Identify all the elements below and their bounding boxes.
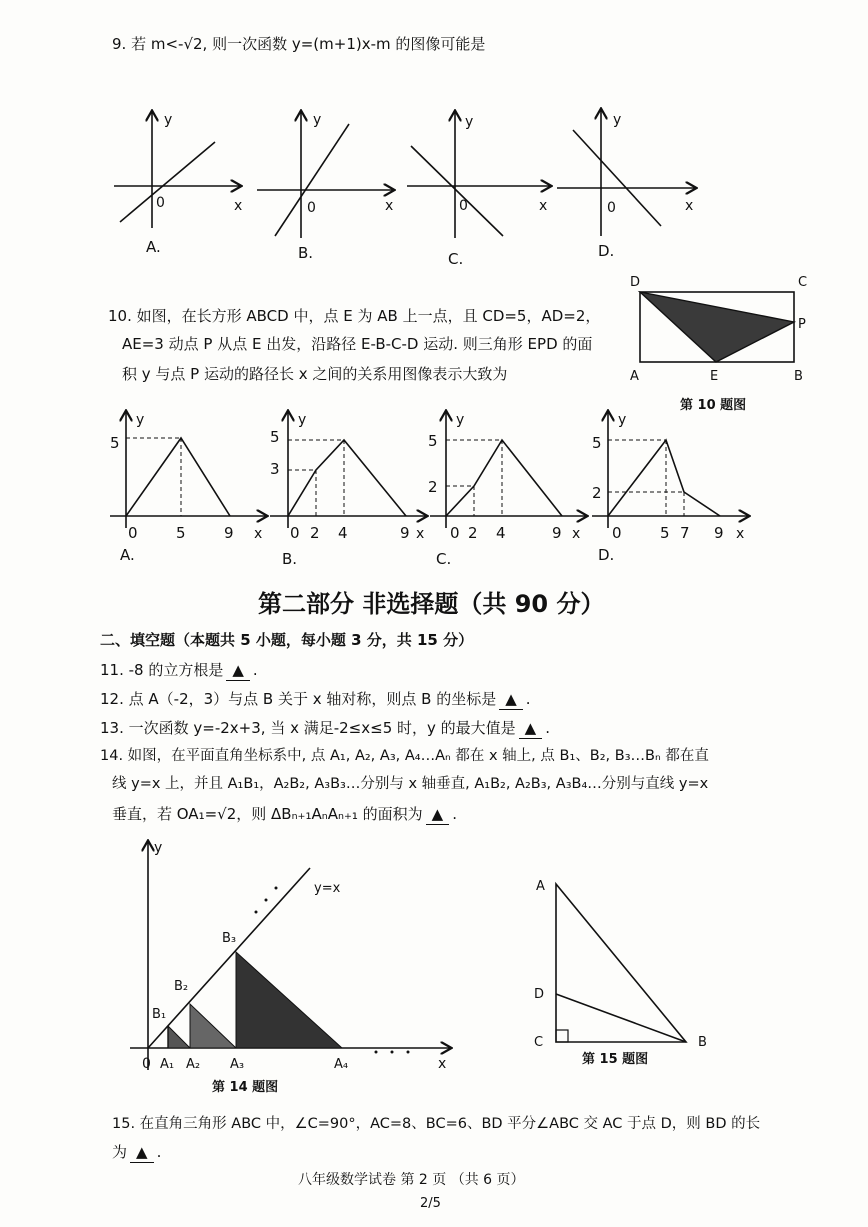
q13-tail: . (545, 719, 550, 737)
svg-text:x: x (416, 526, 425, 542)
q15-line1: 15. 在直角三角形 ABC 中，∠C=90°，AC=8、BC=6、BD 平分∠ABC 交 AC 于点 D，则 BD 的长 (112, 1116, 761, 1132)
svg-text:P: P (798, 317, 806, 332)
part2-heading: 第二部分 非选择题（共 90 分） (258, 590, 605, 618)
svg-text:C: C (534, 1035, 544, 1050)
svg-text:2: 2 (310, 524, 320, 542)
svg-text:0: 0 (607, 200, 616, 216)
section2-heading: 二、填空题（本题共 5 小题，每小题 3 分，共 15 分） (100, 631, 474, 649)
page-footer: 八年级数学试卷 第 2 页 （共 6 页） (298, 1172, 525, 1188)
q14-answer-blank: ▲ (426, 804, 450, 825)
q14-tail: . (452, 805, 457, 823)
q15-line2 (112, 1142, 161, 1163)
q10-line2: AE=3 动点 P 从点 E 出发，沿路径 E-B-C-D 运动. 则三角形 EPD 的面 (122, 335, 593, 353)
q14-line3-text: 垂直，若 OA₁=√2，则 ΔBₙ₊₁AₙAₙ₊₁ 的面积为 (112, 805, 423, 823)
q15-figure (528, 870, 728, 1060)
q10-graph-c (426, 408, 596, 548)
svg-text:0: 0 (290, 524, 300, 542)
q9-stem: 9. 若 m<-√2, 则一次函数 y=(m+1)x-m 的图像可能是 (112, 35, 486, 53)
svg-text:y: y (313, 112, 322, 128)
svg-text:0: 0 (450, 524, 460, 542)
q15-line2-text: 为 (112, 1143, 128, 1161)
svg-text:x: x (385, 198, 394, 214)
q12-text: 12. 点 A（-2，3）与点 B 关于 x 轴对称，则点 B 的坐标是 (100, 690, 497, 708)
svg-text:A₁: A₁ (160, 1057, 175, 1072)
q10-line3: 积 y 与点 P 运动的路径长 x 之间的关系用图像表示大致为 (122, 365, 508, 383)
q10-graph-b (266, 408, 436, 548)
svg-text:0: 0 (156, 195, 165, 211)
svg-text:y: y (298, 412, 307, 428)
svg-text:y: y (618, 412, 627, 428)
q10-option-c: C. (436, 550, 452, 568)
svg-text:4: 4 (338, 524, 348, 542)
q14-line2: 线 y=x 上，并且 A₁B₁，A₂B₂, A₃B₃…分别与 x 轴垂直, A₁B₂, A₂B₃, A₃B₄…分别与直线 y=x (112, 776, 709, 792)
svg-text:y: y (154, 840, 163, 856)
svg-text:0: 0 (459, 198, 468, 214)
page-indicator: 2/5 (420, 1196, 441, 1211)
svg-text:x: x (234, 198, 243, 214)
svg-text:x: x (254, 526, 263, 542)
svg-text:x: x (685, 198, 694, 214)
svg-text:A: A (536, 879, 545, 894)
svg-text:3: 3 (270, 460, 280, 478)
svg-text:x: x (539, 198, 548, 214)
svg-text:B₂: B₂ (174, 979, 189, 994)
q9-graph-b (255, 110, 405, 240)
svg-text:0: 0 (612, 524, 622, 542)
svg-text:B: B (698, 1035, 707, 1050)
q14-figure (120, 838, 460, 1078)
q14-line3 (112, 804, 457, 825)
svg-text:2: 2 (428, 478, 438, 496)
svg-text:5: 5 (428, 432, 438, 450)
svg-text:2: 2 (592, 484, 602, 502)
svg-text:D: D (630, 275, 641, 290)
q11 (100, 660, 258, 681)
svg-text:B: B (794, 369, 803, 384)
q10-graph-d (588, 408, 758, 548)
svg-text:0: 0 (307, 200, 316, 216)
q13-text: 13. 一次函数 y=-2x+3, 当 x 满足-2≤x≤5 时，y 的最大值是 (100, 719, 516, 737)
svg-text:B₁: B₁ (152, 1007, 167, 1022)
svg-text:5: 5 (110, 434, 120, 452)
q10-option-a: A. (120, 546, 135, 564)
svg-text:x: x (572, 526, 581, 542)
svg-text:9: 9 (400, 524, 410, 542)
q15-answer-blank: ▲ (130, 1142, 154, 1163)
svg-text:y: y (613, 112, 622, 128)
svg-text:E: E (710, 369, 719, 384)
svg-text:D: D (534, 987, 545, 1002)
svg-text:5: 5 (176, 524, 186, 542)
q15-tail: . (156, 1143, 162, 1161)
svg-text:5: 5 (270, 428, 280, 446)
svg-text:A₂: A₂ (186, 1057, 201, 1072)
svg-text:A: A (630, 369, 639, 384)
q10-option-b: B. (282, 550, 298, 568)
q12 (100, 689, 531, 710)
q13 (100, 718, 550, 739)
q14-line1: 14. 如图，在平面直角坐标系中, 点 A₁, A₂, A₃, A₄…Aₙ 都在 x 轴上, 点 B₁、B₂, B₃…Bₙ 都在直 (100, 748, 709, 764)
svg-text:y=x: y=x (314, 881, 341, 896)
q9-graph-a (110, 110, 250, 230)
q11-tail: . (252, 661, 258, 679)
svg-text:x: x (736, 526, 745, 542)
svg-text:y: y (456, 412, 465, 428)
svg-text:5: 5 (592, 434, 602, 452)
q11-answer-blank: ▲ (226, 660, 250, 681)
svg-text:0: 0 (142, 1056, 151, 1072)
svg-text:9: 9 (224, 524, 234, 542)
q9-graph-d (555, 108, 705, 238)
q11-text: 11. -8 的立方根是 (100, 661, 224, 679)
q9-graph-c (405, 110, 555, 240)
q14-figure-caption: 第 14 题图 (212, 1080, 279, 1095)
q12-tail: . (525, 690, 531, 708)
svg-text:2: 2 (468, 524, 478, 542)
svg-text:x: x (438, 1056, 447, 1072)
q13-answer-blank: ▲ (519, 718, 543, 739)
q10-figure-caption: 第 10 题图 (680, 398, 747, 413)
svg-text:9: 9 (552, 524, 562, 542)
svg-text:0: 0 (128, 524, 138, 542)
svg-text:A₄: A₄ (334, 1057, 349, 1072)
q9-option-c: C. (448, 250, 464, 268)
q9-option-a: A. (146, 238, 161, 256)
svg-text:y: y (465, 114, 474, 130)
svg-text:7: 7 (680, 524, 690, 542)
svg-text:B₃: B₃ (222, 931, 237, 946)
svg-text:9: 9 (714, 524, 724, 542)
q10-option-d: D. (598, 546, 615, 564)
q9-option-d: D. (598, 242, 615, 260)
q10-graph-a (106, 408, 276, 548)
svg-text:C: C (798, 275, 808, 290)
q12-answer-blank: ▲ (499, 689, 523, 710)
svg-text:y: y (164, 112, 173, 128)
svg-text:5: 5 (660, 524, 670, 542)
q9-option-b: B. (298, 244, 314, 262)
svg-text:4: 4 (496, 524, 506, 542)
q10-rectangle-figure (626, 270, 826, 390)
q10-line1: 10. 如图，在长方形 ABCD 中，点 E 为 AB 上一点，且 CD=5，AD=2， (108, 307, 601, 325)
svg-text:y: y (136, 412, 145, 428)
q15-figure-caption: 第 15 题图 (582, 1052, 649, 1067)
svg-text:A₃: A₃ (230, 1057, 245, 1072)
